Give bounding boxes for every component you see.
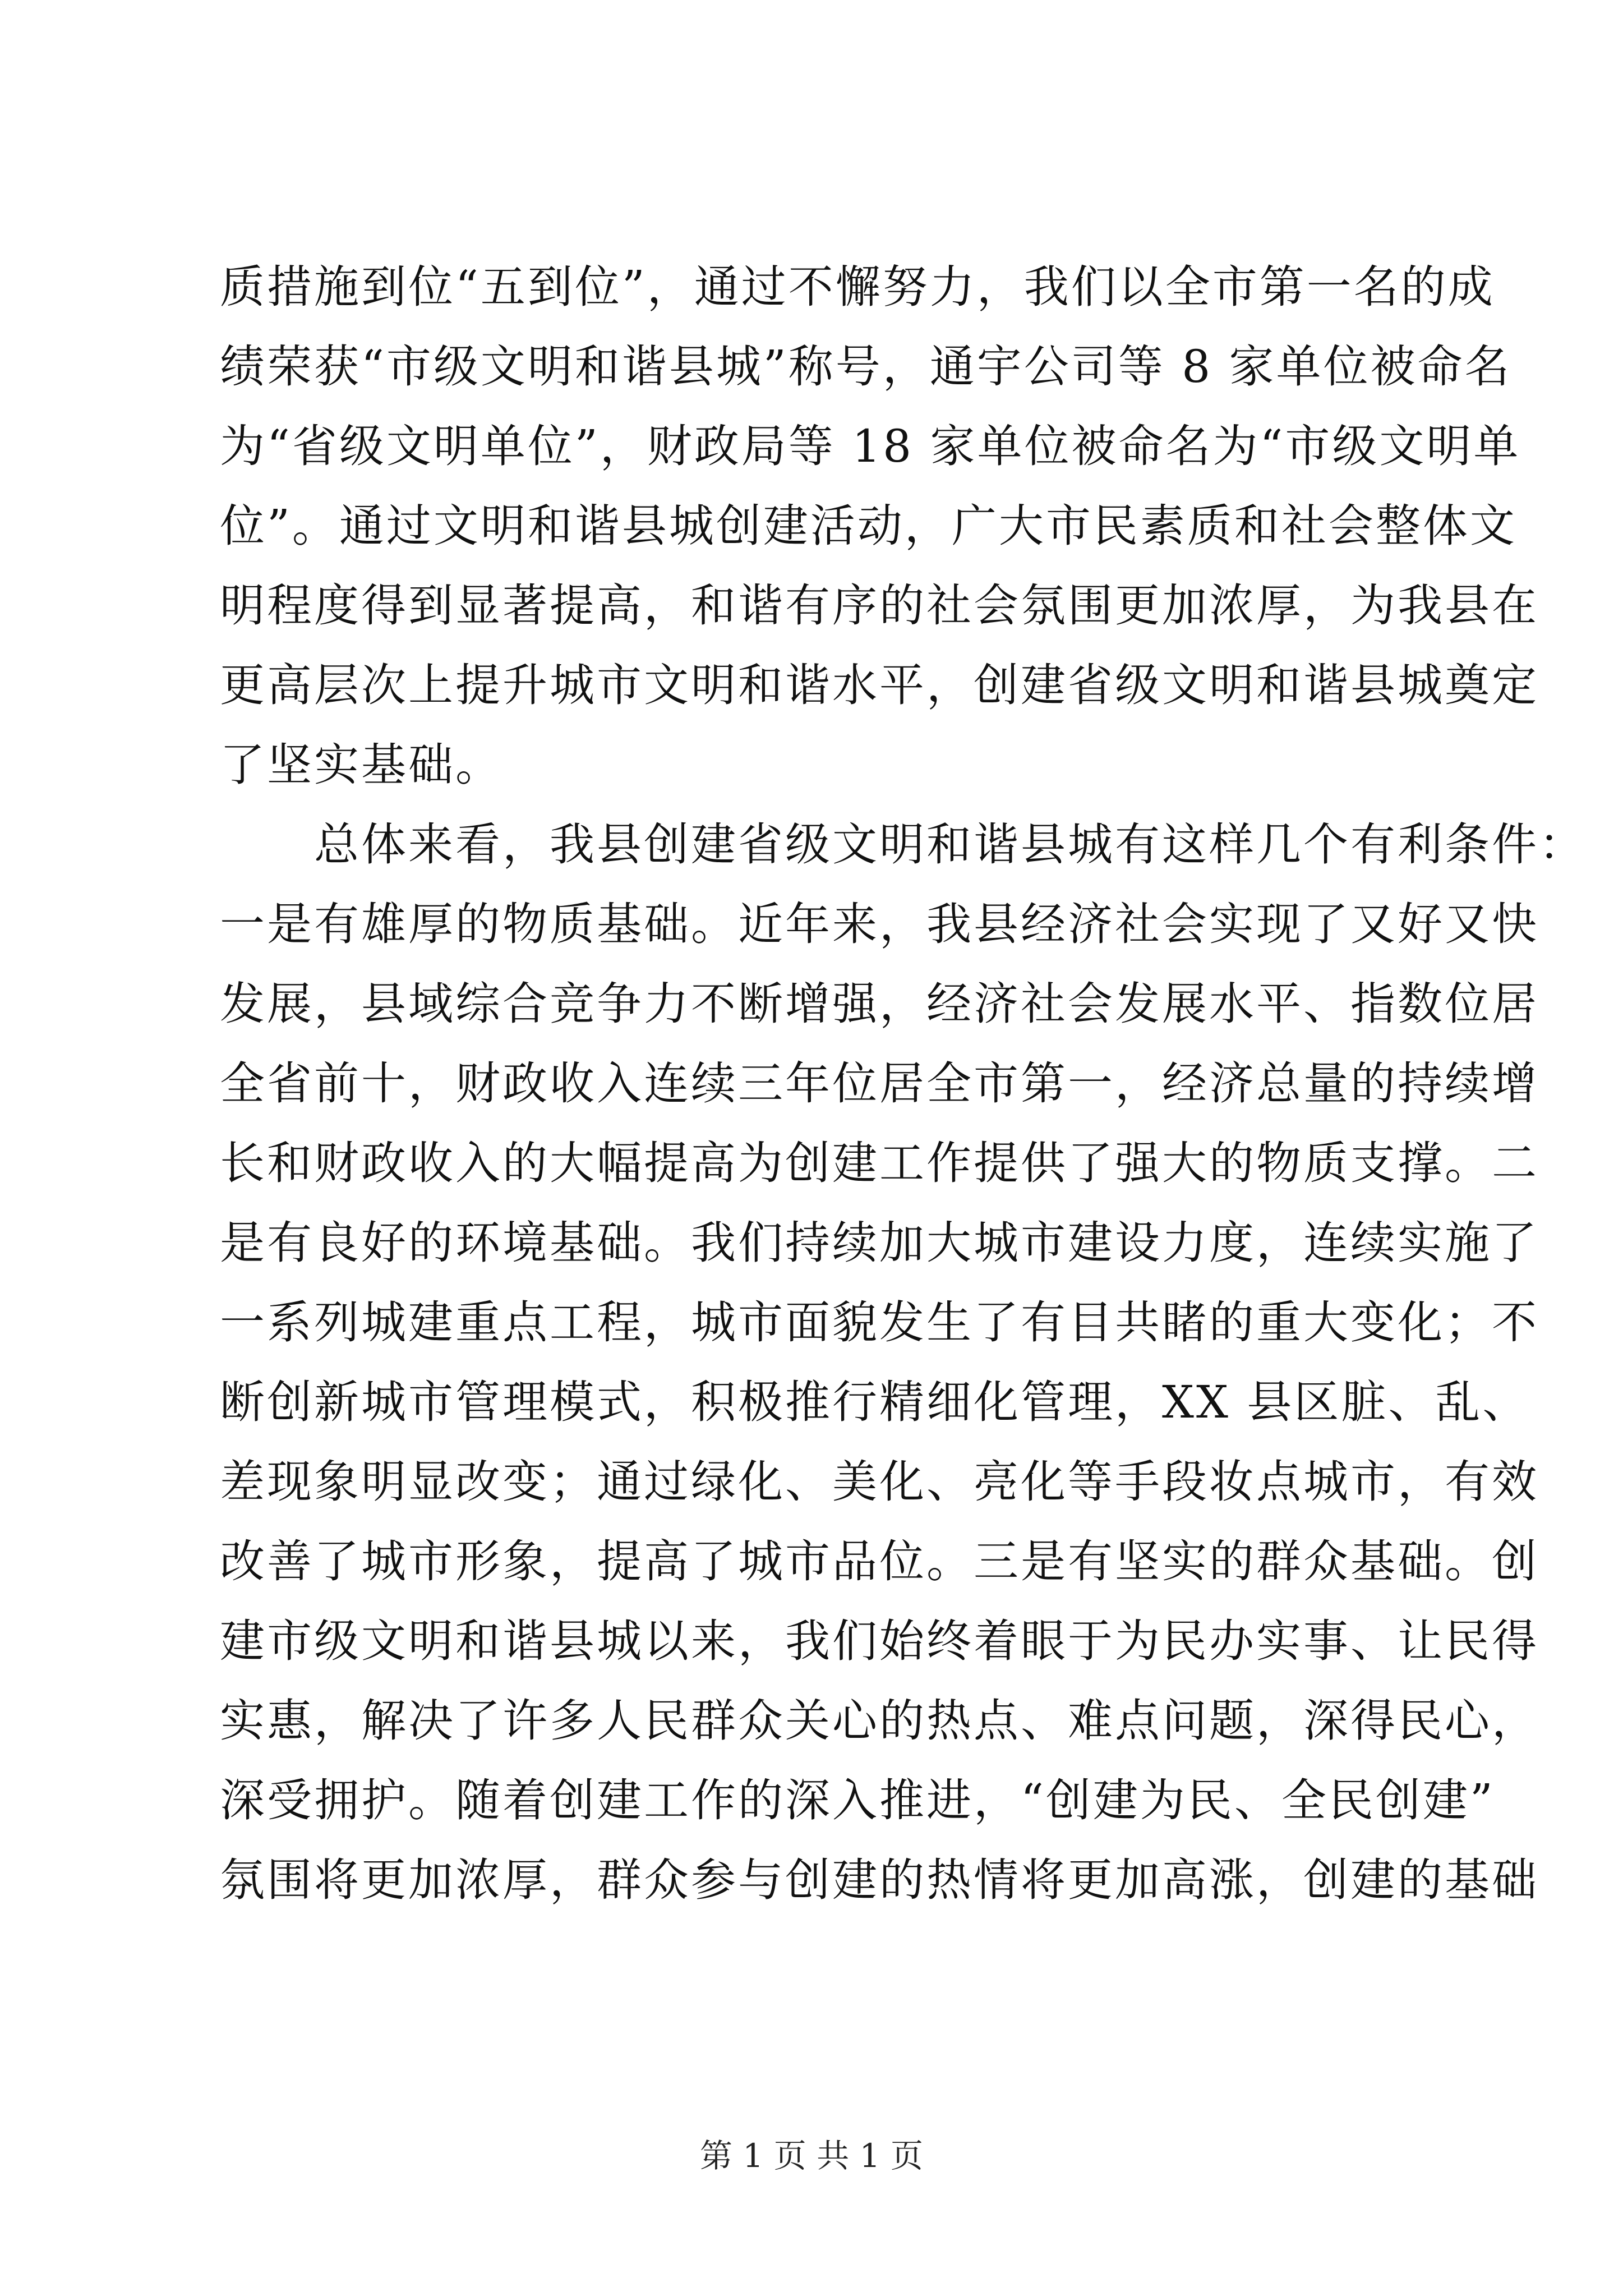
text-line: 氛围将更加浓厚，群众参与创建的热情将更加高涨，创建的基础 bbox=[220, 1854, 1539, 1906]
page-footer: 第 1 页 共 1 页 bbox=[700, 2137, 923, 2175]
text-line: 位”。通过文明和谐县城创建活动，广大市民素质和社会整体文 bbox=[220, 500, 1517, 552]
text-line: 全省前十，财政收入连续三年位居全市第一，经济总量的持续增 bbox=[220, 1057, 1539, 1110]
text-line: 建市级文明和谐县城以来，我们始终着眼于为民办实事、让民得 bbox=[220, 1615, 1539, 1667]
text-line: 发展，县域综合竞争力不断增强，经济社会发展水平、指数位居 bbox=[220, 978, 1539, 1030]
text-line: 一系列城建重点工程，城市面貌发生了有目共睹的重大变化；不 bbox=[220, 1296, 1539, 1349]
text-line: 质措施到位“五到位”，通过不懈努力，我们以全市第一名的成 bbox=[220, 261, 1495, 313]
text-line: 改善了城市形象，提高了城市品位。三是有坚实的群众基础。创 bbox=[220, 1535, 1539, 1588]
text-line: 更高层次上提升城市文明和谐水平，创建省级文明和谐县城奠定 bbox=[220, 659, 1539, 711]
text-line: 总体来看，我县创建省级文明和谐县城有这样几个有利条件： bbox=[220, 818, 1586, 871]
text-line: 绩荣获“市级文明和谐县城”称号，通宇公司等 8 家单位被命名 bbox=[220, 341, 1512, 393]
text-line: 为“省级文明单位”，财政局等 18 家单位被命名为“市级文明单 bbox=[220, 420, 1521, 472]
text-line: 明程度得到显著提高，和谐有序的社会氛围更加浓厚，为我县在 bbox=[220, 579, 1539, 632]
text-line: 一是有雄厚的物质基础。近年来，我县经济社会实现了又好又快 bbox=[220, 898, 1539, 950]
text-line: 深受拥护。随着创建工作的深入推进，“创建为民、全民创建” bbox=[220, 1774, 1495, 1826]
text-line: 实惠，解决了许多人民群众关心的热点、难点问题，深得民心， bbox=[220, 1695, 1539, 1747]
text-line: 长和财政收入的大幅提高为创建工作提供了强大的物质支撑。二 bbox=[220, 1137, 1539, 1189]
text-line: 是有良好的环境基础。我们持续加大城市建设力度，连续实施了 bbox=[220, 1217, 1539, 1269]
text-line: 差现象明显改变；通过绿化、美化、亮化等手段妆点城市，有效 bbox=[220, 1456, 1539, 1508]
text-line: 断创新城市管理模式，积极推行精细化管理，XX 县区脏、乱、 bbox=[220, 1376, 1530, 1428]
text-line: 了坚实基础。 bbox=[220, 739, 502, 791]
